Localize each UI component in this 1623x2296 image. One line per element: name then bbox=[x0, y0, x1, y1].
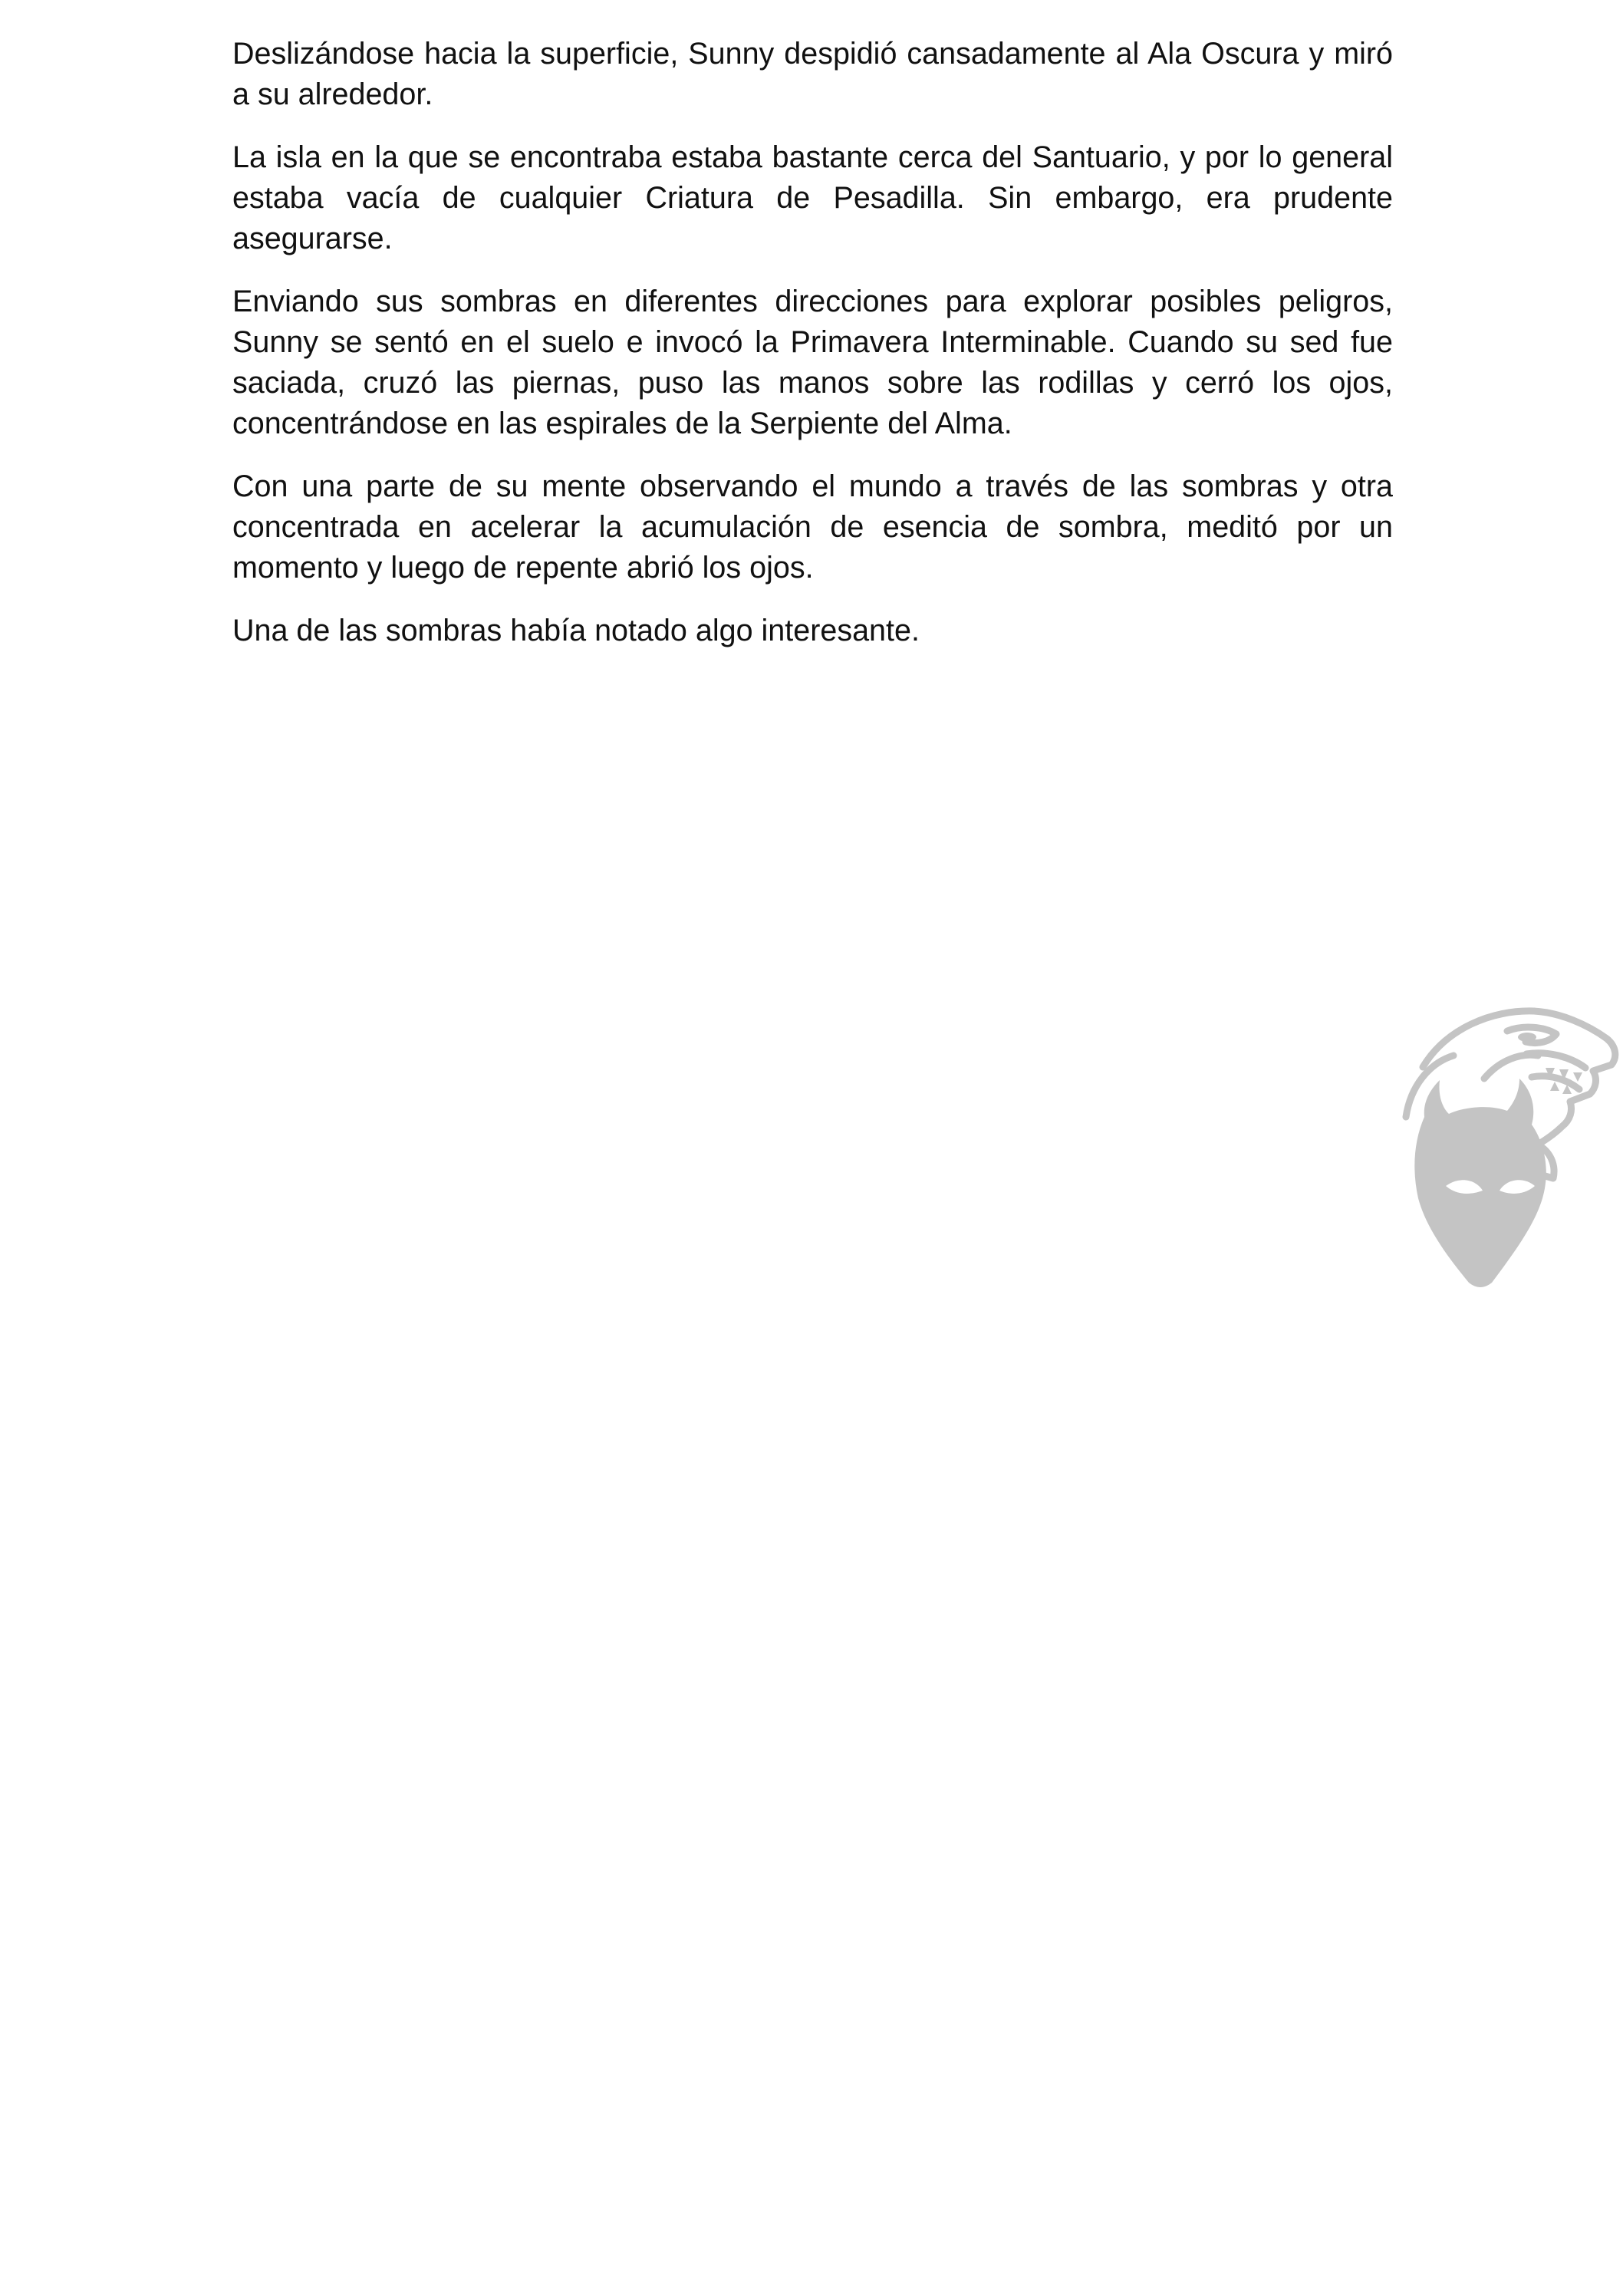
paragraph-5: Una de las sombras había notado algo interesante. bbox=[232, 614, 920, 647]
dinosaur-and-devil-logo-icon bbox=[1392, 994, 1622, 1293]
paragraph-4: Con una parte de su mente observando el mundo a través de las sombras y otra concentrada en acelerar la acumulación de esencia de sombra, meditó por un momento y luego de repente abrió los ojos. bbox=[232, 469, 1393, 585]
body-text bbox=[232, 34, 1393, 651]
paragraph-1: Deslizándose hacia la superficie, Sunny despidió cansadamente al Ala Oscura y miró a su alrededor. bbox=[232, 37, 1393, 111]
paragraph-3: Enviando sus sombras en diferentes direcciones para explorar posibles peligros, Sunny se sentó en el suelo e invocó la Primavera Interminable. Cuando su sed fue saciada, cruzó las piernas, puso las manos sobre las rodillas y cerró los ojos, concentrándose en las espirales de la Serpiente del Alma. bbox=[232, 285, 1393, 440]
paragraph-2: La isla en la que se encontraba estaba bastante cerca del Santuario, y por lo general estaba vacía de cualquier Criatura de Pesadilla. Sin embargo, era prudente asegurarse. bbox=[232, 140, 1393, 255]
